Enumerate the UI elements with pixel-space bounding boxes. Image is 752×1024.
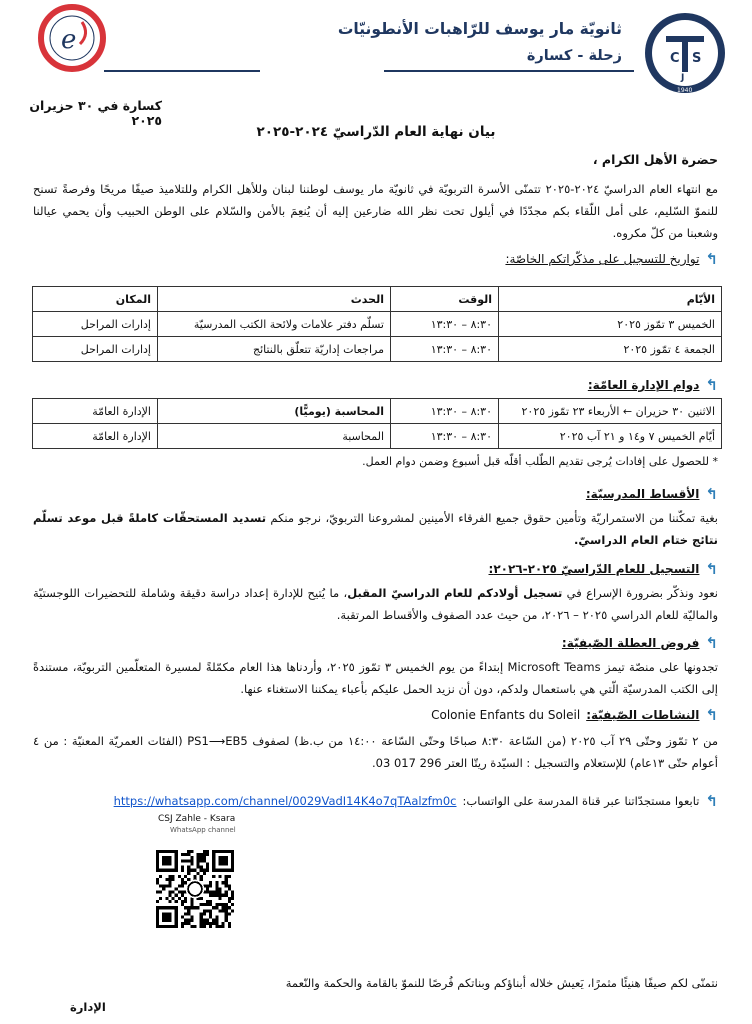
whatsapp-qr-code[interactable] xyxy=(156,850,234,928)
school-name: ثانويّة مار يوسف للرّاهبات الأنطونيّات xyxy=(337,20,622,38)
fees-heading: ↰ الأقساط المدرسيّة: xyxy=(585,485,718,503)
curved-arrow-icon: ↰ xyxy=(705,376,718,394)
svg-text:C: C xyxy=(670,51,680,66)
activities-paragraph: من ٢ تمّوز وحتّى ٢٩ آب ٢٠٢٥ (من السّاعة ٨:٣٠ صباحًا وحتّى السّاعة ١٤:٠٠ من ب.ظ) لصفوف PS1⟶EB5 (الفئات العمريّة المعنيّة : من ٤ أعوام حتّى ١٣عام) للإستعلام والتسجيل : السيّدة ريتّا العتر 296 017 03. xyxy=(33,734,719,770)
curved-arrow-icon: ↰ xyxy=(705,560,718,578)
table-header-row: الأيّام الوقت الحدث المكان xyxy=(33,287,722,312)
dates-heading: ↰ تواريخ للتسجيل على مذكّراتكم الخاصّة: xyxy=(505,250,718,268)
qr-channel-subtitle: WhatsApp channel xyxy=(170,826,236,834)
registration-heading: ↰ التسجيل للعام الدّراسيّ ٢٠٢٥-٢٠٢٦: xyxy=(488,560,718,578)
label-france-education-logo xyxy=(38,4,106,72)
table-row: الاثنين ٣٠ حزيران ← الأربعاء ٢٣ تمّوز ٢٠٢٥ ٨:٣٠ – ١٣:٣٠ المحاسبة (يوميًّا) الإدارة العامّة xyxy=(33,399,722,424)
activities-heading: ↰ النشاطات الصّيفيّة: Colonie Enfants du Soleil xyxy=(431,706,718,724)
school-city: زحلة - كسارة xyxy=(526,48,622,64)
signature: الإدارة xyxy=(70,1000,106,1014)
greeting: حضرة الأهل الكرام ، xyxy=(592,152,718,167)
closing-line: نتمنّى لكم صيفًا هنيئًا مثمرًا، يَعيش خلاله أبناؤكم وبناتكم فُرصًا للنموّ بالقامة والحكمة والنّعمة xyxy=(285,976,718,990)
table-row: الخميس ٣ تمّوز ٢٠٢٥ ٨:٣٠ – ١٣:٣٠ تسلّم دفتر علامات ولائحة الكتب المدرسيّة إدارات المراحل xyxy=(33,312,722,337)
homework-heading: ↰ فروض العطلة الصّيفيّة: xyxy=(561,634,718,652)
admin-hours-table xyxy=(32,398,722,449)
fees-paragraph: بغية تمكّننا من الاستمراريّة وتأمين حقوق جميع الفرقاء الأمينين لمشروعنا التربويّ، نرجو منكم تسديد المستحقّات كاملةً قبل موعد تسلّم نتائج ختام العام الدراسيّ. xyxy=(33,511,718,547)
letter-date: كسارة في ٣٠ حزيران ٢٠٢٥ xyxy=(29,98,162,128)
curved-arrow-icon: ↰ xyxy=(705,634,718,652)
qr-channel-name: CSJ Zahle - Ksara xyxy=(158,814,236,824)
dates-table xyxy=(32,286,722,362)
csj-school-logo xyxy=(642,10,728,96)
curved-arrow-icon: ↰ xyxy=(705,706,718,724)
table-row: أيّام الخميس ٧ و١٤ و ٢١ آب ٢٠٢٥ ٨:٣٠ – ١٣:٣٠ المحاسبة الإدارة العامّة xyxy=(33,424,722,449)
header-rule-right xyxy=(384,70,634,72)
certificates-note: * للحصول على إفادات يُرجى تقديم الطّلب أقلّه قبل أسبوع وضمن دوام العمل. xyxy=(362,455,718,468)
table-row: الجمعة ٤ تمّوز ٢٠٢٥ ٨:٣٠ – ١٣:٣٠ مراجعات إداريّة تتعلّق بالنتائج إدارات المراحل xyxy=(33,337,722,362)
letter-title: بيان نهاية العام الدّراسيّ ٢٠٢٤-٢٠٢٥ xyxy=(256,124,496,140)
curved-arrow-icon: ↰ xyxy=(705,250,718,268)
svg-text:J: J xyxy=(681,73,685,83)
svg-text:e: e xyxy=(61,25,77,55)
csj-year: 1940 xyxy=(677,87,693,94)
whatsapp-line: ↰ تابعوا مستجدّاتنا عبر قناة المدرسة على الواتساب: https://whatsapp.com/channel/0029VadI14K4o7qTAalzfm0c xyxy=(113,792,718,810)
curved-arrow-icon: ↰ xyxy=(705,792,718,810)
admin-hours-heading: ↰ دوام الإدارة العامّة: xyxy=(587,376,718,394)
curved-arrow-icon: ↰ xyxy=(705,485,718,503)
homework-paragraph: تجدونها على منصّة تيمز Microsoft Teams إبتداءً من يوم الخميس ٣ تمّوز ٢٠٢٥، وأردناها هذا العام مكمّلةً لمسيرة المتعلّمين التربويّة، مستندةً إلى الكتب المدرسيّة الّتي هي باستعمال ولدكم، دون أن نزيد الحمل عليكم بأعباء يمكننا الاستغناء عنها. xyxy=(33,660,718,696)
intro-paragraph: مع انتهاء العام الدراسيّ ٢٠٢٤-٢٠٢٥ تتمنّى الأسرة التربويّة في ثانويّة مار يوسف لوطننا لبنان وللأهل الكرام وللتلاميذ صيفًا مريحًا وفرصةً تسنح للنموّ السّليم، على أمل اللّقاء بكم مجدّدًا في أيلول تحت نظر الله ضارعين إليه أن يُنعِمَ بالأمن والسّلام على الوطن الحبيب وأن يحمي عيالنا وشعبنا من كلّ مكروه. xyxy=(33,182,718,240)
svg-text:S: S xyxy=(692,51,702,66)
registration-paragraph: نعود ونذكّر بضرورة الإسراع في تسجيل أولادكم للعام الدراسيّ المقبل، ما يُتيح للإدارة إعداد دراسة دقيقة وشاملة للتحضيرات اللوجستيّة والماليّة للعام الدراسي ٢٠٢٥ – ٢٠٢٦، من حيث عدد الصفوف والأقساط المرتقبة. xyxy=(33,586,718,622)
whatsapp-channel-link[interactable]: https://whatsapp.com/channel/0029VadI14K4o7qTAalzfm0c xyxy=(113,794,457,808)
header-rule-left xyxy=(104,70,260,72)
